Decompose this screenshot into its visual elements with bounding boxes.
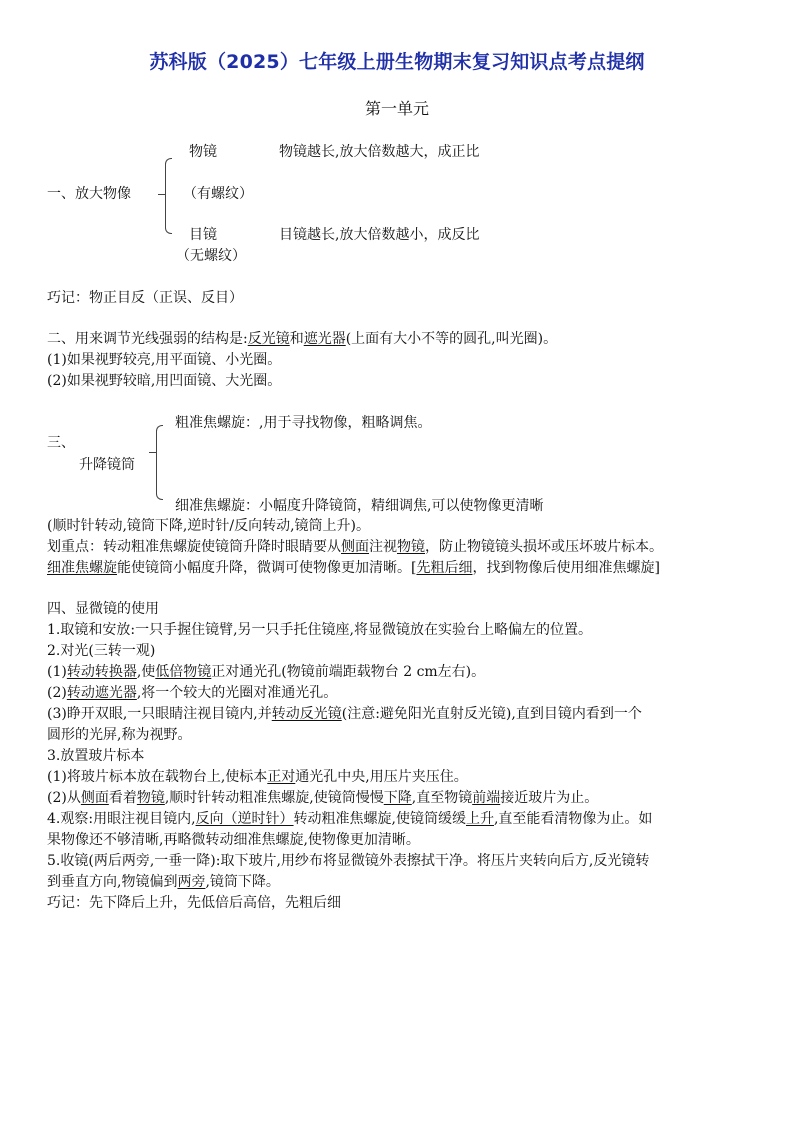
step-line: (1)将玻片标本放在载物台上,使标本正对通光孔中央,用压片夹压住。 [47,769,468,785]
section1-tip: 巧记：物正目反（正误、反目） [47,290,243,306]
section3-heading: 升降镜筒 [79,457,135,473]
section4-heading: 四、显微镜的使用 [47,601,159,617]
section1-heading: 一、放大物像 [47,186,131,202]
key-point-line: 划重点：转动粗准焦螺旋使镜筒升降时眼睛要从侧面注视物镜，防止物镜镜头损坏或压坏玻片标本。 [47,539,663,555]
eyepiece-rule: 目镜越长,放大倍数越小，成反比 [279,227,480,243]
section2-heading: 二、用来调节光线强弱的结构是:反光镜和遮光器(上面有大小不等的圆孔,叫光圈)。 [47,331,558,347]
unit-title: 第一单元 [364,99,429,118]
key-point-line: 细准焦螺旋能使镜筒小幅度升降，微调可使物像更加清晰。[先粗后细，找到物像后使用细准焦螺旋] [47,560,660,576]
eyepiece-label: 目镜 [189,227,217,243]
step-line: (3)睁开双眼,一只眼睛注视目镜内,并转动反光镜(注意:避免阳光直射反光镜),直到目镜内看到一个 [47,706,642,722]
step-line: 果物像还不够清晰,再略微转动细准焦螺旋,使物像更加清晰。 [47,832,420,848]
section3-number: 三、 [47,435,75,451]
eyepiece-note: （无螺纹） [176,248,246,264]
section4-tip: 巧记：先下降后上升，先低倍后高倍，先粗后细 [47,895,341,911]
step-line: (1)转动转换器,使低倍物镜正对通光孔(物镜前端距载物台 2 cm左右)。 [47,664,486,680]
step-line: 2.对光(三转一观) [47,643,156,659]
fine-focus-line: 细准焦螺旋：小幅度升降镜筒，精细调焦,可以使物像更清晰 [175,498,544,514]
step-line: 圆形的光屏,称为视野。 [47,727,192,743]
section3-brace [156,425,163,500]
section2-line: (2)如果视野较暗,用凹面镜、大光圈。 [47,373,282,389]
objective-label: 物镜 [189,144,217,160]
step-line: 到垂直方向,物镜偏到两旁,镜筒下降。 [47,874,280,890]
objective-rule: 物镜越长,放大倍数越大，成正比 [279,144,480,160]
section1-brace-tick [158,194,165,195]
diaphragm-term: 遮光器 [303,331,346,347]
rotation-note: (顺时针转动,镜筒下降,逆时针/反向转动,镜筒上升)。 [47,518,370,534]
objective-note: （有螺纹） [183,186,253,202]
section2-line: (1)如果视野较亮,用平面镜、小光圈。 [47,352,282,368]
step-line: 5.收镜(两后两旁,一垂一降):取下玻片,用纱布将显微镜外表擦拭干净。将压片夹转向后方,反光镜转 [47,853,650,869]
section3-brace-tick [149,452,156,453]
page-title: 苏科版（2025）七年级上册生物期末复习知识点考点提纲 [149,51,645,73]
step-line: (2)转动遮光器,将一个较大的光圈对准通光孔。 [47,685,338,701]
reflector-term: 反光镜 [247,331,290,347]
step-line: (2)从侧面看着物镜,顺时针转动粗准焦螺旋,使镜筒慢慢下降,直至物镜前端接近玻片为止。 [47,790,599,806]
step-line: 1.取镜和安放:一只手握住镜臂,另一只手托住镜座,将显微镜放在实验台上略偏左的位置。 [47,622,592,638]
coarse-focus-line: 粗准焦螺旋：,用于寻找物像，粗略调焦。 [175,415,432,431]
step-line: 4.观察:用眼注视目镜内,反向（逆时针）转动粗准焦螺旋,使镜筒缓缓上升,直至能看清物像为止。如 [47,811,653,827]
section1-brace [165,158,172,234]
step-line: 3.放置玻片标本 [47,748,145,764]
